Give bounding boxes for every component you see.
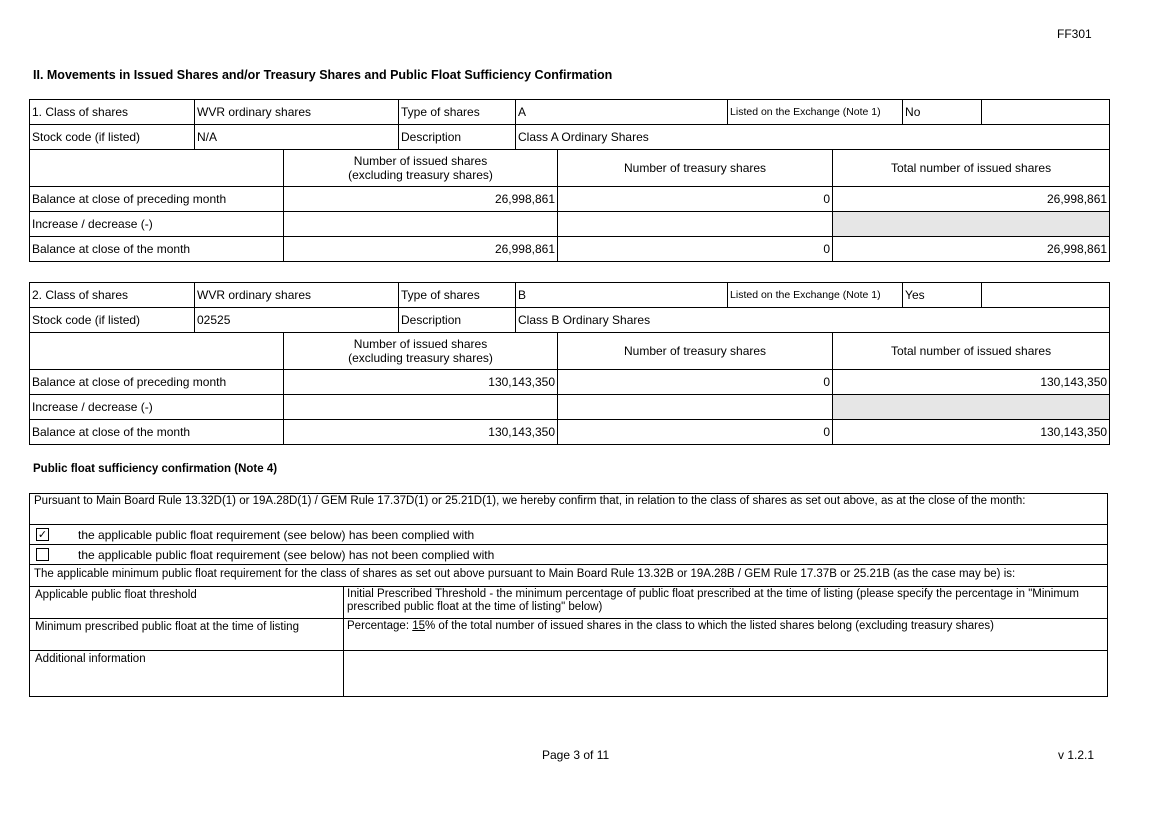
type-value: A: [516, 100, 728, 125]
listed-value: Yes: [903, 283, 982, 308]
change-issued: [284, 212, 558, 237]
not-complied-checkbox[interactable]: [36, 548, 49, 561]
close-issued: 26,998,861: [284, 237, 558, 262]
description-label: Description: [399, 308, 516, 333]
col-issued-header: Number of issued shares (excluding treasury shares): [284, 333, 558, 370]
stock-code-value: N/A: [195, 125, 399, 150]
change-treasury: [558, 395, 833, 420]
form-code: FF301: [1057, 27, 1092, 41]
class-value: WVR ordinary shares: [195, 100, 399, 125]
class-value: WVR ordinary shares: [195, 283, 399, 308]
close-total: 130,143,350: [833, 420, 1110, 445]
preceding-issued: 130,143,350: [284, 370, 558, 395]
minimum-percent: 15: [412, 620, 426, 632]
header-blank: [30, 333, 284, 370]
change-total-shaded: [833, 395, 1110, 420]
preceding-total: 26,998,861: [833, 187, 1110, 212]
row-preceding-label: Balance at close of preceding month: [30, 187, 284, 212]
change-total-shaded: [833, 212, 1110, 237]
change-issued: [284, 395, 558, 420]
preceding-treasury: 0: [558, 187, 833, 212]
threshold-row: [30, 587, 1107, 619]
blank-cell: [982, 283, 1110, 308]
minimum-row: [30, 619, 1107, 651]
type-value: B: [516, 283, 728, 308]
version: v 1.2.1: [1058, 748, 1095, 762]
class-table-2: [29, 282, 1110, 445]
change-treasury: [558, 212, 833, 237]
page-number: Page 3 of 11: [542, 748, 610, 762]
row-change-label: Increase / decrease (-): [30, 212, 284, 237]
close-issued: 130,143,350: [284, 420, 558, 445]
stock-code-label: Stock code (if listed): [30, 125, 195, 150]
listed-label: Listed on the Exchange (Note 1): [728, 100, 903, 125]
close-treasury: 0: [558, 420, 833, 445]
public-float-title: Public float sufficiency confirmation (Note 4): [33, 463, 278, 475]
listed-label: Listed on the Exchange (Note 1): [728, 283, 903, 308]
stock-code-value: 02525: [195, 308, 399, 333]
additional-row: [30, 651, 1107, 696]
row-preceding-label: Balance at close of preceding month: [30, 370, 284, 395]
minimum-label: Minimum prescribed public float at the time of listing: [30, 619, 344, 650]
row-close-label: Balance at close of the month: [30, 420, 284, 445]
type-label: Type of shares: [399, 283, 516, 308]
listed-value: No: [903, 100, 982, 125]
pursuant-text: Pursuant to Main Board Rule 13.32D(1) or 19A.28D(1) / GEM Rule 17.37D(1) or 25.21D(1), we hereby confirm that, in relation to the class of shares as set out above, as at the close of the month:: [30, 494, 1107, 525]
blank-cell: [982, 100, 1110, 125]
close-total: 26,998,861: [833, 237, 1110, 262]
description-value: Class A Ordinary Shares: [516, 125, 1110, 150]
class-label: 1. Class of shares: [30, 100, 195, 125]
additional-value: [344, 651, 1107, 696]
class-label: 2. Class of shares: [30, 283, 195, 308]
header-blank: [30, 150, 284, 187]
col-treasury-header: Number of treasury shares: [558, 333, 833, 370]
description-label: Description: [399, 125, 516, 150]
col-issued-header: Number of issued shares (excluding treasury shares): [284, 150, 558, 187]
option-complied-label: the applicable public float requirement (see below) has been complied with: [78, 527, 475, 542]
option-not-complied-label: the applicable public float requirement (see below) has not been complied with: [78, 547, 495, 562]
option-complied-row: [30, 525, 1107, 545]
close-treasury: 0: [558, 237, 833, 262]
minimum-value: Percentage: 15% of the total number of issued shares in the class to which the listed shares belong (excluding treasury shares): [347, 620, 994, 632]
col-total-header: Total number of issued shares: [833, 333, 1110, 370]
row-close-label: Balance at close of the month: [30, 237, 284, 262]
complied-checkbox[interactable]: ✓: [37, 529, 48, 541]
preceding-treasury: 0: [558, 370, 833, 395]
type-label: Type of shares: [399, 100, 516, 125]
col-total-header: Total number of issued shares: [833, 150, 1110, 187]
stock-code-label: Stock code (if listed): [30, 308, 195, 333]
class-table-1: [29, 99, 1110, 262]
description-value: Class B Ordinary Shares: [516, 308, 1110, 333]
public-float-box: [29, 493, 1108, 697]
option-not-complied-row: [30, 545, 1107, 565]
preceding-issued: 26,998,861: [284, 187, 558, 212]
threshold-label: Applicable public float threshold: [30, 587, 344, 618]
col-treasury-header: Number of treasury shares: [558, 150, 833, 187]
section-title: II. Movements in Issued Shares and/or Treasury Shares and Public Float Sufficiency Confirmation: [33, 68, 613, 82]
row-change-label: Increase / decrease (-): [30, 395, 284, 420]
preceding-total: 130,143,350: [833, 370, 1110, 395]
threshold-value: Initial Prescribed Threshold - the minimum percentage of public float prescribed at the time of listing (please specify the percentage in "Minimum prescribed public float at the time of listing" below): [347, 588, 1079, 613]
additional-label: Additional information: [30, 651, 344, 696]
applicable-text: The applicable minimum public float requirement for the class of shares as set out above pursuant to Main Board Rule 13.32B or 19A.28B / GEM Rule 17.37B or 25.21B (as the case may be) is:: [30, 565, 1107, 587]
